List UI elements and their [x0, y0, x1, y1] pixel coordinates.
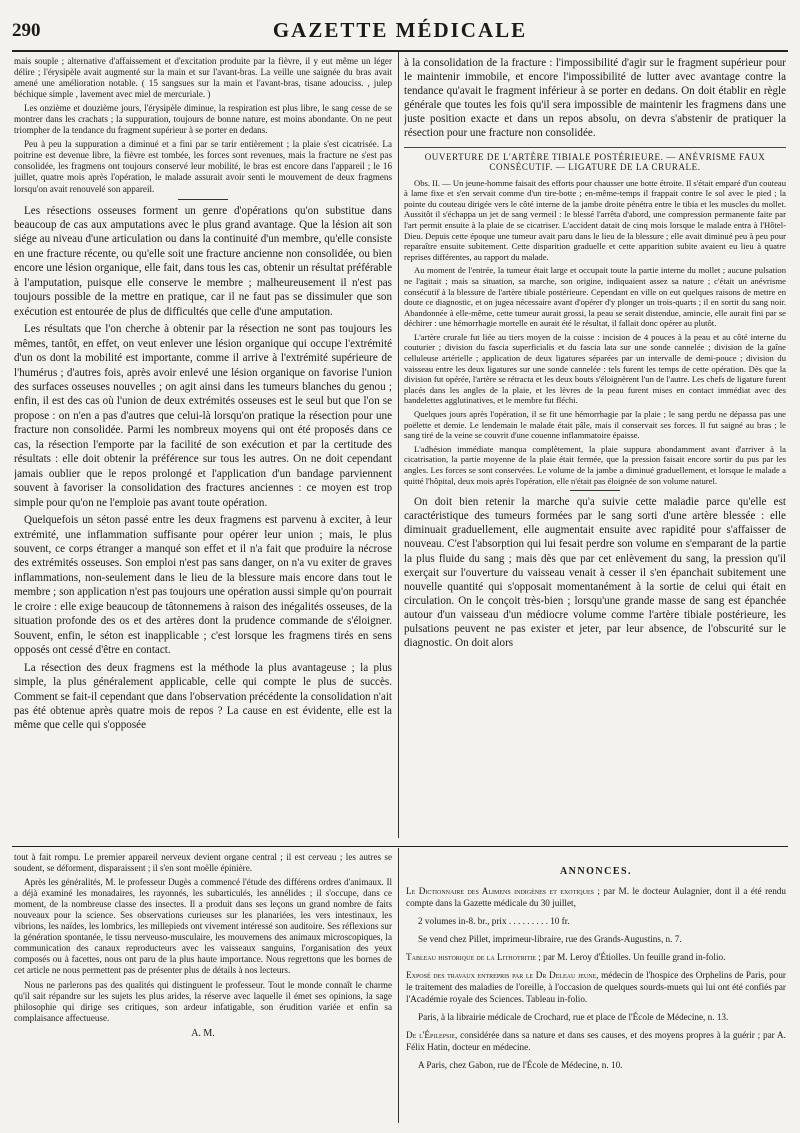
- header-rule: [12, 50, 788, 52]
- paragraph: L'adhésion immédiate manqua complètement, la plaie suppura abondamment avant d'arriver à la cicatrisation, la partie moyenne de la plaie était fermée, que la pression faisait encore sortir du pus par les angles. Les forces se sont conservées. Le volume de la jambe a diminué graduellement, et lorsque le malade a quitté l'hôpital, deux mois après l'opération, elle n'était pas éloignée de son volume naturel.: [404, 443, 786, 486]
- announcement-lead: Exposé des travaux entrepris par le Dr Deleau jeune: [406, 970, 597, 980]
- resection-article: [14, 204, 392, 733]
- resection-conclusion: [404, 56, 786, 141]
- author-signature: A. M.: [191, 1027, 215, 1039]
- page-number: 290: [12, 20, 41, 41]
- announcement-detail: Paris, à la librairie médicale de Crochard, rue et place de l'École de Médecine, n. 13.: [418, 1012, 729, 1022]
- announcement-lead: Tableau historique de la Lithotritie: [406, 952, 536, 962]
- paragraph: tout à fait rompu. Le premier appareil nerveux devient organe central ; il est cerveau ; les autres se soudent, se déforment, disparaissent ; il s'en sont moëlle épinière.: [14, 852, 392, 874]
- paragraph: Obs. II. — Un jeune-homme faisait des efforts pour chausser une botte étroite. Il s'était emparé d'un couteau à lame fixe et s'en servait comme d'un tire-botte ; en-même-temps il frappait contre le sol avec le pied ; la pointe du couteau dirigée vers le côté interne de la jambe droite pénétra entre le tibia et les muscles du mollet. Aussitôt il s'échappa un jet de sang vermeil : le blessé l'arrêta d'abord, une compression permanente faite par l'art permit ensuite à la plaie de se cicatriser. L'accident datait de cinq mois lorsque le malade entra à l'Hôtel-Dieu. Depuis cette époque une tumeur avait paru dans le lieu de la blessure ; elle avait diminué peu à peu pour reparaître ensuite subitement. Cette disparition graduelle et cette apparition subite avaient eu lieu à quatre reprises différentes, au rapport du malade.: [404, 177, 786, 262]
- section-separator: [178, 199, 228, 200]
- section-separator: [570, 490, 620, 491]
- announcement-detail: A Paris, chez Gabon, rue de l'École de Médecine, n. 10.: [418, 1060, 623, 1070]
- announcement-detail: Se vend chez Pillet, imprimeur-libraire, rue des Grands-Augustins, n. 7.: [418, 934, 682, 944]
- announcement-detail: 2 volumes in-8. br., prix . . . . . . . . . 10 fr.: [418, 916, 570, 926]
- paragraph: L'artère crurale fut liée au tiers moyen de la cuisse : incision de 4 pouces à la peau et au côté interne du couturier ; division du fascia superficialis et du fascia lata sur une sonde cannelée ; division de la gaîne celluleuse artérielle ; application de deux ligatures séparées par un intervalle de demi-pouce ; division du vaisseau entre les deux ligatures sur une sonde cannelée : tels furent les temps de cette opération. Dès que la division fut opérée, l'artère se rétracta et les deux bouts s'éloignèrent l'un de l'autre. Les chefs de ligature furent placés dans les angles de la plaie, et les lèvres de la peau furent mises en contact immédiat avec des bandelettes agglutinatives, et le membre fut fléchi.: [404, 331, 786, 406]
- announcement-text: ; par M. Leroy d'Étiolles. Un feuille grand in-folio.: [535, 952, 726, 962]
- paragraph: La résection des deux fragmens est la méthode la plus avantageuse ; la plus simple, la plus généralement applicable, celle qui compte le plus de succès. Comment se fait-il cependant que dans l'observation précédente la consolidation n'ait pas été obtenue après quatre mois de repos ? La cause en est évidente, elle est la même que celle qui s'opposée: [14, 661, 392, 732]
- paragraph: Après les généralités, M. le professeur Dugès a commencé l'étude des différens ordres d'animaux. Il a déjà examiné les monadaires, les rayonnés, les subarticulés, les annélides ; il s'occupe, dans ce moment, de la nombreuse classe des insectes. Il a produit dans ses leçons un grand nombre de faits nouveaux pour la science. Ses observations curieuses sur les planariées, les vers intestinaux, les vibrions, les naïdes, les lombrics, les millepieds ont vivement intéressé son auditoire. Ses réflexions sur la génération spontanée, le tissu nerveuso-musculaire, les mouvemens des animaux microscopiques, la communication des canaux reproducteurs avec les vaisseaux sanguins, l'organisation des yeux composés ou à facettes, nous ont paru de la plus haute importance. Nous regrettons que les bornes de cet article ne nous permettent pas de présenter plus de détails à nos lecteurs.: [14, 877, 392, 976]
- announcement-item: [406, 969, 786, 1023]
- feuilleton-divider: [398, 848, 399, 1123]
- announcements-column: [406, 852, 786, 1124]
- paragraph: Nous ne parlerons pas des qualités qui distinguent le professeur. Tout le monde connaît le charme qu'il sait répandre sur les sujets les plus arides, la réserve avec laquelle il émet ses opinions, la sage philosophie qui dirige ses critiques, son ardeur infatigable, son érudition variée et enfin sa complaisance affectueuse.: [14, 979, 392, 1023]
- column-divider: [398, 52, 399, 838]
- page-header: [12, 14, 788, 48]
- announcement-lead: De l'Épilepsie: [406, 1030, 456, 1040]
- announcement-item: [406, 951, 786, 963]
- section-heading-line: CONSÉCUTIF. — LIGATURE DE LA CRURALE.: [489, 161, 701, 172]
- section-heading: [404, 152, 786, 172]
- feuilleton-column: [14, 852, 392, 1124]
- announcement-lead: Le Dictionnaire des Alimens indigènes et exotiques: [406, 886, 594, 896]
- paragraph: Les résections osseuses forment un genre d'opérations qu'on substitue dans beaucoup de cas aux amputations avec le plus grand avantage. Que la lésion ait son siége au niveau d'une articulation ou dans la continuité d'un membre, qu'elle consiste en une fracture récente, ou qu'elle soit une fracture ancienne non consolidée, ou bien encore une lésion organique, elle fait, dans tous les cas, obtenir un résultat préférable à l'amputation, puisque elle conserve le membre ; malheureusement il n'est pas toujours possible de la mettre en pratique, car il ne faut pas se dissimuler que son exécution est entourée de plus de difficultés que celle d'une amputation.: [14, 204, 392, 318]
- newspaper-title: GAZETTE MÉDICALE: [272, 18, 528, 42]
- paragraph: Au moment de l'entrée, la tumeur était large et occupait toute la partie interne du mollet ; aucune pulsation ne l'agitait ; mais sa situation, sa marche, son origine, indiquaient assez sa nature ; c'était un anévrisme consécutif à la blessure de l'artère tibiale postérieure. Cependant en ville on eut quelques raisons de mettre en doute ce diagnostic, et on jugea nécessaire avant d'opérer d'y plonger un trois-quarts ; il en sortit du sang noir. Abandonnée à elle-même, cette tumeur aurait grossi, la peau se serait distendue, amincie, elle aurait fini par se déchirer : une hémorrhagie mortelle en aurait été le résultat, il fallait donc opérer au plutôt.: [404, 265, 786, 329]
- section-heading-line: OUVERTURE DE L'ARTÈRE TIBIALE POSTÉRIEURE. — ANÉVRISME FAUX: [424, 151, 766, 162]
- paragraph: Les résultats que l'on cherche à obtenir par la résection ne sont pas toujours les mêmes, tantôt, en effet, on veut enlever une lésion organique qui occupe l'extrémité d'un os dont la mobilité est importante, comme il arrive à l'extrémité supérieure de l'humérus ; d'autres fois, après avoir enlevé une lésion organique on favorise l'union des surfaces osseuses nouvelles ; on agit ainsi dans les tumeurs blanches du genou ; enfin, il est des cas où l'union de deux extrémités osseuses est le seul but que l'on se propose : on n'en a pas d'autres que celui-là lorsqu'on pratique la résection pour une fracture non consolidée. Parmi les nombreux moyens qui ont été proposés dans ce cas, la résection l'emporte par la facilité de son exécution et par la certitude des résultats : elle doit obtenir la préférence sur tous les autres. On ne doit cependant jamais oublier que le repos prolongé et l'application d'un bandage parviennent souvent à favoriser la consolidation des fractures anciennes : ce moyen est trop simple pour qu'on ne l'emploie pas avant toute opération.: [14, 323, 392, 509]
- announcement-item: [406, 1029, 786, 1071]
- announcement-text: ; par M. le docteur Aulagnier, dont il a été rendu compte dans la Gazette médicale du 30 juillet,: [406, 886, 786, 908]
- announcements-title: ANNONCES.: [559, 866, 633, 877]
- paragraph: Les onzième et douzième jours, l'érysipèle diminue, la respiration est plus libre, le sang cesse de se montrer dans les crachats ; la suppuration, toujours de bonne nature, est moins abondante. On ne peut triompher de la tendance du fragment supérieur à se porter en dedans.: [14, 103, 392, 136]
- feuilleton-rule: [12, 846, 788, 847]
- aneurysm-commentary: [404, 495, 786, 650]
- observation-continuation: [14, 56, 392, 195]
- announcement-item: [406, 885, 786, 945]
- left-column: [14, 56, 392, 840]
- announcement-text: , médecin de l'hospice des Orphelins de Paris, pour le traitement des maladies de l'oreille, à l'occasion de quelques sourds-muets qui lui ont été confiés par l'Académie royale des Sciences. Tableau in-folio.: [406, 970, 786, 1004]
- paragraph: On doit bien retenir la marche qu'a suivie cette maladie parce qu'elle est caractéristique des tumeurs formées par le sang sorti d'une artère blessée : elle diminuait graduellement, elle augmentait ensuite avec rapidité pour s'affaisser de nouveau. C'est l'absorption qui lui fesait perdre son volume en s'emparant de la partie la plus fluide du sang ; mais dès que par cet enlèvement du sang, la pression qu'il exerçait sur l'ouverture du vaisseau venait à cesser il s'en épanchait subitement une nouvelle quantité qui s'opposait momentanément à la sortie de celui qui était en circulation. On le conçoit très-bien ; lorsqu'une grande masse de sang est épanchée autour d'un vaisseau d'un médiocre volume comme l'artère tibiale postérieure, les pulsations peuvent ne pas exister et jeter, par leur absence, de l'obscurité sur le diagnostic. On doit alors: [404, 496, 786, 650]
- paragraph: Peu à peu la suppuration a diminué et a fini par se tarir entièrement ; la plaie s'est cicatrisée. La poitrine est devenue libre, la fièvre est tombée, les forces sont revenues, mais la fracture ne s'est pas consolidée, les fragmens ont toujours conservé leur mobilité, le bras est encore dans l'appareil ; le 16 juillet, quatre mois après l'opération, le malade assurait avoir senti le mouvement de deux fragmens lorsqu'on avait renouvelé son appareil.: [14, 139, 392, 194]
- paragraph: Quelques jours après l'opération, il se fit une hémorrhagie par la plaie ; le sang perdu ne dépassa pas une poëlette et demie. Le lendemain le malade était pâle, mais il conservait ses forces. Il fut saigné au bras ; le sang tiré de la veine se couvrit d'une couenne inflammatoire épaisse.: [404, 409, 786, 441]
- section-rule: [404, 147, 786, 148]
- paragraph: à la consolidation de la fracture : l'impossibilité d'agir sur le fragment supérieur pour le maintenir immobile, et encore l'impossibilité de lutter avec avantage contre la tendance qu'avait le fragment inférieur à se porter en dedans. On doit établir en règle générale que toutes les fois qu'il sera impossible de maintenir les fragmens dans une juste position exacte et dans un repos absolu, on devra s'abstenir de pratiquer la résection pour une fracture non consolidée.: [404, 57, 786, 140]
- paragraph: Quelquefois un séton passé entre les deux fragmens est parvenu à exciter, à leur extrémité, une inflammation suffisante pour opérer leur union ; mais, le plus souvent, ce corps étranger a manqué son effet et il n'a fait que produire la nécrose des extrémités osseuses. Son emploi n'est pas sans danger, on n'a vu exiter de graves inflammations, non-seulement dans le lieu de la blessure mais encore dans tout le membre ; son application n'est pas toujours une opération aussi simple qu'on pourrait le croire : elle exige beaucoup de tâtonnemens à raison des inégalités osseuses, de la situation profonde des os et des artères dont la prudence commande de s'éloigner. Souvent, enfin, le séton est inapplicable ; c'est lorsque les fragmens tirés en sens opposés ont cessé d'être en contact.: [14, 514, 392, 657]
- right-column: [404, 56, 786, 840]
- paragraph: mais souple ; alternative d'affaissement et d'excitation produite par la fièvre, il y eut même un léger délire ; l'érysipèle avait augmenté sur la main et sur l'avant-bras. La veille une saignée du bras avait amené une amélioration notable. ( 15 sangsues sur la main et l'avant-bras, tisane adouciss. , julep béchique simple , lavement avec miel de mercuriale. ): [14, 56, 392, 100]
- announcement-text: , considérée dans sa nature et dans ses causes, et des moyens propres à la guérir ; par A. Félix Hatin, docteur en médecine.: [406, 1030, 786, 1052]
- observation-two: [404, 178, 786, 487]
